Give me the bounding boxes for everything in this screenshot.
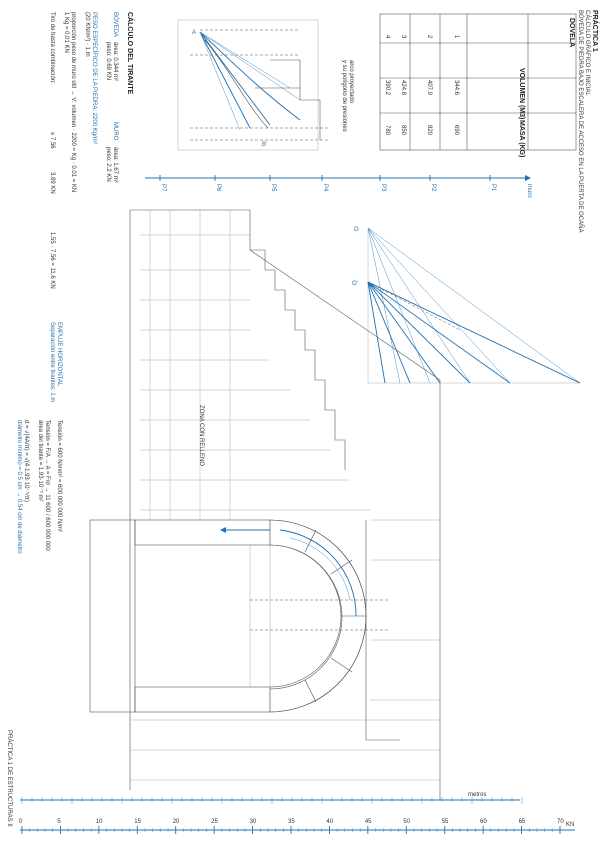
calc-tiro-val-3: 1.55 · 7.56 = 11.6 KN xyxy=(49,232,55,289)
sheet-subtitle-1: CÁLCULO GRÁFICO E INICIAL xyxy=(584,10,590,96)
scale-bar-top xyxy=(20,792,522,804)
scale-tick-label: 30 xyxy=(249,819,257,825)
muro-label: muro xyxy=(526,184,532,198)
diagram-note-1: arco proyectado xyxy=(348,60,354,104)
table-cell: 4 xyxy=(384,35,390,39)
table-header-masa: MASA (KG) xyxy=(518,120,525,158)
calc-boveda-area: área: 0.344 m² xyxy=(112,42,118,82)
stair-section xyxy=(90,210,440,800)
calc-tiro: Tiro de hasta combinación: xyxy=(49,12,55,84)
calc-block xyxy=(49,12,135,402)
calc-tiro-val-2: 3.89 KN xyxy=(49,172,55,194)
diagram-label-b: B' xyxy=(262,142,268,148)
table-cell: 390.2 xyxy=(384,80,390,96)
table-cell: 3 xyxy=(400,35,406,39)
dovela-table xyxy=(380,14,576,157)
load-label: P6 xyxy=(215,184,221,192)
scale-tick-label: 0 xyxy=(19,819,23,825)
table-cell: 424.8 xyxy=(400,80,406,96)
scale-bar-bottom xyxy=(19,819,575,834)
scale-tick-label: 10 xyxy=(95,819,103,825)
diagram-note-2: y su polígono de presiones xyxy=(341,60,347,132)
calc-boveda-label: BÓVEDA xyxy=(112,12,118,38)
calc-peso-especifico: PESO ESPECÍFICO DE LA PIEDRA: 2200 Kg/m³ xyxy=(91,12,97,144)
scale-unit-2: KN xyxy=(566,822,575,828)
calc-muro-peso: peso: 2.2 KN xyxy=(105,147,111,182)
calc-diametro-2: diámetro mínimo = 0.5 cm → 0.54 cm de diámetro xyxy=(16,420,22,554)
table-cell: 820 xyxy=(426,125,432,136)
calc-escala: 1 Kg = 0.01 KN xyxy=(63,12,69,53)
calc-tension-2: Tensión = F/A → A = F/σ → 11 600 / 600 000 000 xyxy=(44,420,50,551)
load-label: P2 xyxy=(430,184,436,192)
polygon-label-o: O xyxy=(354,227,359,233)
calc-boveda-peso: peso: 0.69 KN xyxy=(105,42,111,81)
table-cell: 407.9 xyxy=(426,80,432,96)
scale-tick-label: 35 xyxy=(288,819,295,825)
sheet-title: PRÁCTICA 1 xyxy=(591,10,598,52)
scale-tick-label: 55 xyxy=(441,819,449,825)
table-cell: 344.6 xyxy=(453,80,459,96)
funicular-polygon xyxy=(352,227,580,383)
scale-tick-label: 40 xyxy=(326,819,334,825)
pressure-diagram xyxy=(178,20,354,150)
table-header-volumen: VOLUMEN (M3) xyxy=(518,68,525,120)
polygon-label-o2: O' xyxy=(352,281,358,287)
scale-tick-label: 60 xyxy=(480,819,487,825)
load-line xyxy=(145,175,532,198)
calc-block-2 xyxy=(16,420,62,554)
calc-muro-label: MURO xyxy=(112,122,118,141)
scale-tick-label: 70 xyxy=(557,819,564,825)
table-cell: 2 xyxy=(426,35,432,39)
load-label: P3 xyxy=(380,184,386,192)
load-label: P5 xyxy=(270,184,276,192)
calc-muro-area: área: 1.67 m² xyxy=(112,147,118,183)
scale-tick-label: 25 xyxy=(211,819,218,825)
calc-peso-especifico-2: (20 KN/m³) · 1 m xyxy=(84,12,90,57)
calc-diametro-1: d = √(4A/π) = √(4·1.93·10⁻⁵/π) xyxy=(23,420,29,502)
sheet-footer: PRÁCTICA 1 DE ESTRUCTURAS II xyxy=(6,730,12,827)
table-header-dovela: DOVELA xyxy=(568,18,575,48)
calc-tension-3: área del tirante = 1.93·10⁻⁵ m² xyxy=(37,420,43,502)
calc-heading: CÁLCULO DEL TIRANTE xyxy=(126,12,133,95)
scale-tick-label: 15 xyxy=(134,819,141,825)
calc-proporcion: proporción peso de muro útil → V: volumen · 2200 = Kg · 0.01 = KN xyxy=(70,12,76,193)
scale-tick-label: 45 xyxy=(364,819,372,825)
calc-empuje: EMPUJE HORIZONTAL xyxy=(56,322,62,387)
diagram-label-a: A xyxy=(192,30,197,36)
sheet-subtitle-2: BÓVEDA DE PIEDRA BAJO ESCALERA DE ACCESO EN LA PUERTA DE OCAÑA xyxy=(577,10,583,233)
table-cell: 850 xyxy=(400,125,406,136)
table-cell: 1 xyxy=(453,35,459,39)
scale-tick-label: 65 xyxy=(518,819,526,825)
table-cell: 780 xyxy=(384,125,390,136)
scale-unit-label: metros xyxy=(468,792,487,798)
calc-empuje-2: Separación entre tirantes: 1 m xyxy=(49,322,55,403)
load-label: P7 xyxy=(160,184,166,192)
table-cell: 690 xyxy=(453,125,459,136)
load-label: P1 xyxy=(490,184,496,192)
scale-tick-label: 20 xyxy=(172,819,180,825)
calc-tiro-val-1: ≥ 7.56 xyxy=(49,132,55,149)
scale-tick-label: 50 xyxy=(403,819,410,825)
scale-tick-label: 5 xyxy=(57,819,61,825)
calc-tension-1: Tensión = 600 N/mm² = 600 000 000 N/m² xyxy=(56,420,62,533)
load-label: P4 xyxy=(322,184,328,192)
relleno-label: ZONA CON RELLENO xyxy=(198,405,204,467)
